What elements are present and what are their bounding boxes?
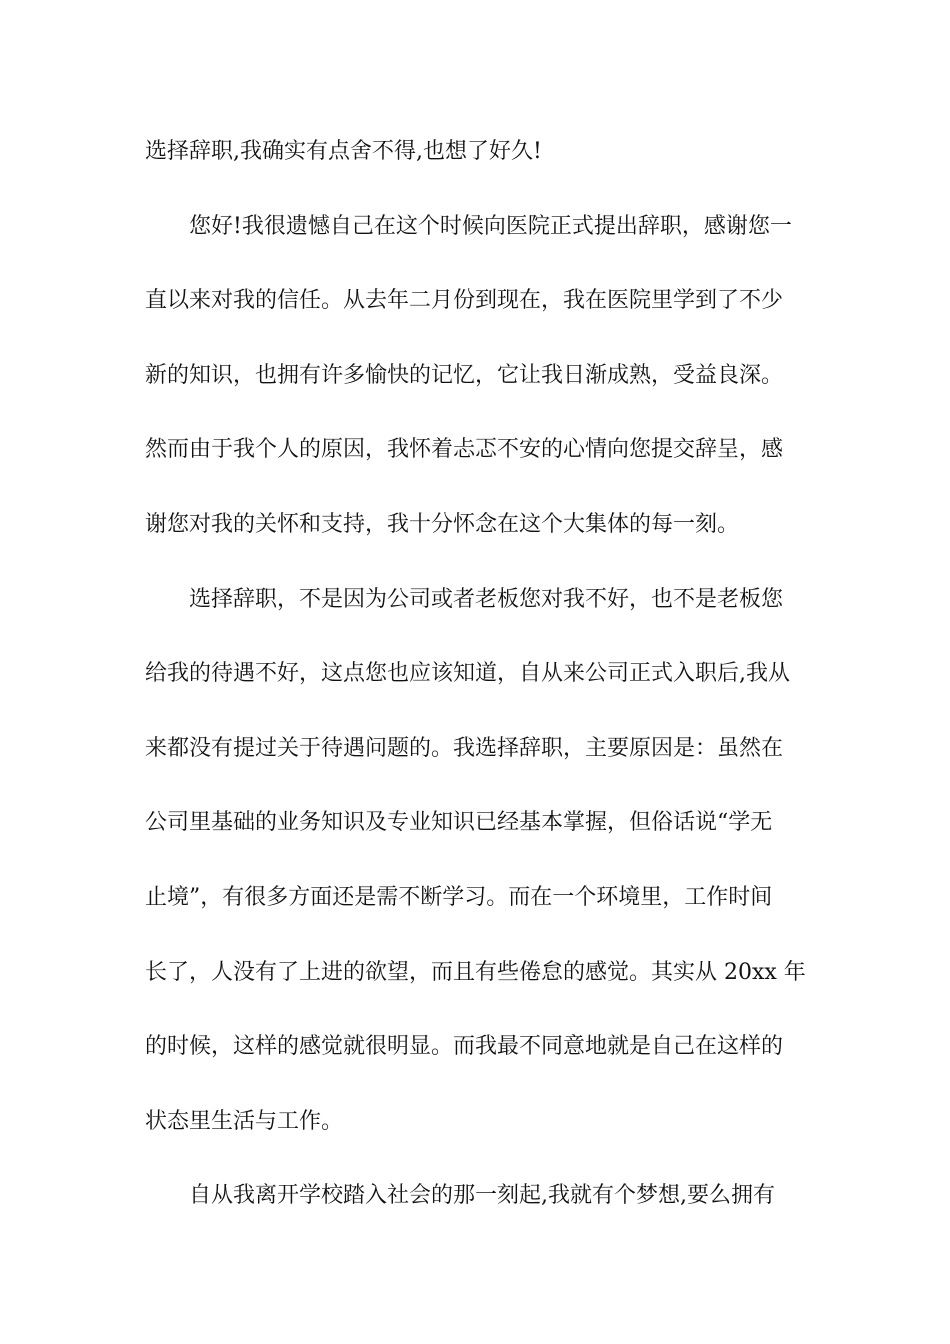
text-line: 选择辞职,我确实有点舍不得,也想了好久! — [145, 139, 542, 164]
text-line: 选择辞职，不是因为公司或者老板您对我不好，也不是老板您 — [189, 586, 784, 612]
text-line: 止境”，有很多方面还是需不断学习。而在一个环境里，工作时间 — [145, 884, 773, 910]
body-text — [145, 123, 807, 1242]
text-line: 您好!我很遗憾自己在这个时候向医院正式提出辞职，感谢您一 — [189, 213, 792, 239]
text-line: 状态里生活与工作。 — [145, 1108, 344, 1134]
text-line: 长了，人没有了上进的欲望，而且有些倦怠的感觉。其实从 20xx 年 — [145, 959, 806, 985]
text-line: 新的知识，也拥有许多愉快的记忆，它让我日渐成熟，受益良深。 — [145, 362, 784, 388]
text-line: 给我的待遇不好，这点您也应该知道，自从来公司正式入职后,我从 — [145, 661, 790, 687]
text-line: 直以来对我的信任。从去年二月份到现在，我在医院里学到了不少 — [145, 288, 784, 314]
text-line: 谢您对我的关怀和支持，我十分怀念在这个大集体的每一刻。 — [145, 511, 740, 537]
text-line: 的时候，这样的感觉就很明显。而我最不同意地就是自己在这样的 — [145, 1034, 784, 1060]
text-line: 公司里基础的业务知识及专业知识已经基本掌握，但俗话说“学无 — [145, 810, 773, 836]
text-line: 自从我离开学校踏入社会的那一刻起,我就有个梦想,要么拥有 — [189, 1183, 775, 1209]
text-line: 然而由于我个人的原因，我怀着忐忑不安的心情向您提交辞呈，感 — [145, 437, 784, 463]
text-line: 来都没有提过关于待遇问题的。我选择辞职，主要原因是：虽然在 — [145, 735, 784, 761]
